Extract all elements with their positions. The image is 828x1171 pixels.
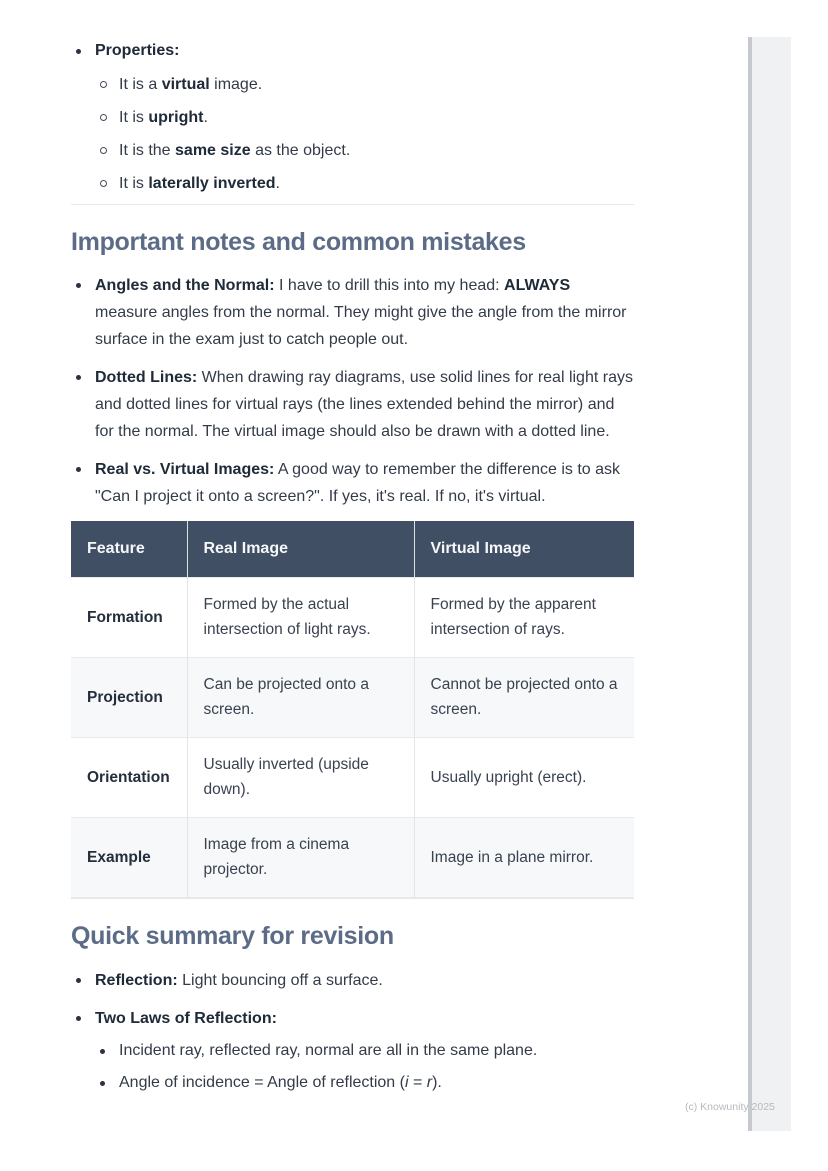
laws-sublist xyxy=(95,1038,634,1096)
cell-real: Image from a cinema projector. xyxy=(187,817,414,897)
cell-feature: Formation xyxy=(71,577,187,657)
header-real-image: Real Image xyxy=(187,521,414,577)
table-row xyxy=(71,657,634,737)
cell-real: Formed by the actual intersection of light rays. xyxy=(187,577,414,657)
next-page-edge xyxy=(752,37,791,1131)
math-var-i: i xyxy=(404,1073,409,1091)
notes-list xyxy=(71,272,634,510)
section-divider xyxy=(71,204,634,205)
note-item-dotted-lines: Dotted Lines: When drawing ray diagrams, use solid lines for real light rays and dotted lines for virtual rays (the lines extended behind the mirror) and for the normal. The virtual image should also be drawn with a dotted line. xyxy=(71,364,634,445)
properties-title: Properties: xyxy=(95,42,180,59)
table-row xyxy=(71,577,634,657)
cell-virtual: Image in a plane mirror. xyxy=(414,817,634,897)
property-item-same-size: It is the same size as the object. xyxy=(95,138,634,164)
note-item-real-vs-virtual: Real vs. Virtual Images: A good way to remember the difference is to ask "Can I project it onto a screen?". If yes, it's real. If no, it's virtual. xyxy=(71,456,634,510)
notes-heading: Important notes and common mistakes xyxy=(71,228,526,256)
properties-sublist xyxy=(95,72,634,197)
cell-virtual: Formed by the apparent intersection of rays. xyxy=(414,577,634,657)
table-header-row xyxy=(71,521,634,577)
document-content xyxy=(71,0,634,1107)
property-item-laterally-inverted: It is laterally inverted. xyxy=(95,171,634,197)
law-item-angle-equality: Angle of incidence = Angle of reflection (i = r). xyxy=(95,1070,634,1096)
scrollbar-track[interactable] xyxy=(748,37,752,1131)
property-item-upright: It is upright. xyxy=(95,105,634,131)
summary-heading: Quick summary for revision xyxy=(71,921,394,950)
cell-feature: Projection xyxy=(71,657,187,737)
law-item-same-plane: Incident ray, reflected ray, normal are all in the same plane. xyxy=(95,1038,634,1064)
summary-list xyxy=(71,967,634,1096)
summary-item-reflection: Reflection: Light bouncing off a surface. xyxy=(71,967,634,994)
header-feature: Feature xyxy=(71,521,187,577)
section-divider xyxy=(71,898,634,899)
property-item-virtual: It is a virtual image. xyxy=(95,72,634,98)
cell-real: Usually inverted (upside down). xyxy=(187,737,414,817)
math-var-r: r xyxy=(426,1073,433,1091)
cell-feature: Orientation xyxy=(71,737,187,817)
real-vs-virtual-table xyxy=(71,521,634,898)
cell-virtual: Cannot be projected onto a screen. xyxy=(414,657,634,737)
summary-item-two-laws: Two Laws of Reflection: Incident ray, reflected ray, normal are all in the same plane. Angle of incidence = Angle of reflection (i = r). xyxy=(71,1005,634,1096)
table-row xyxy=(71,737,634,817)
watermark-text: (c) Knowunity 2025 xyxy=(685,1101,775,1113)
cell-feature: Example xyxy=(71,817,187,897)
header-virtual-image: Virtual Image xyxy=(414,521,634,577)
cell-virtual: Usually upright (erect). xyxy=(414,737,634,817)
table-row xyxy=(71,817,634,897)
cell-real: Can be projected onto a screen. xyxy=(187,657,414,737)
properties-item xyxy=(71,38,634,197)
properties-list xyxy=(71,0,634,197)
note-item-angles: Angles and the Normal: I have to drill this into my head: ALWAYS measure angles from the normal. They might give the angle from the mirror surface in the exam just to catch people out. xyxy=(71,272,634,353)
